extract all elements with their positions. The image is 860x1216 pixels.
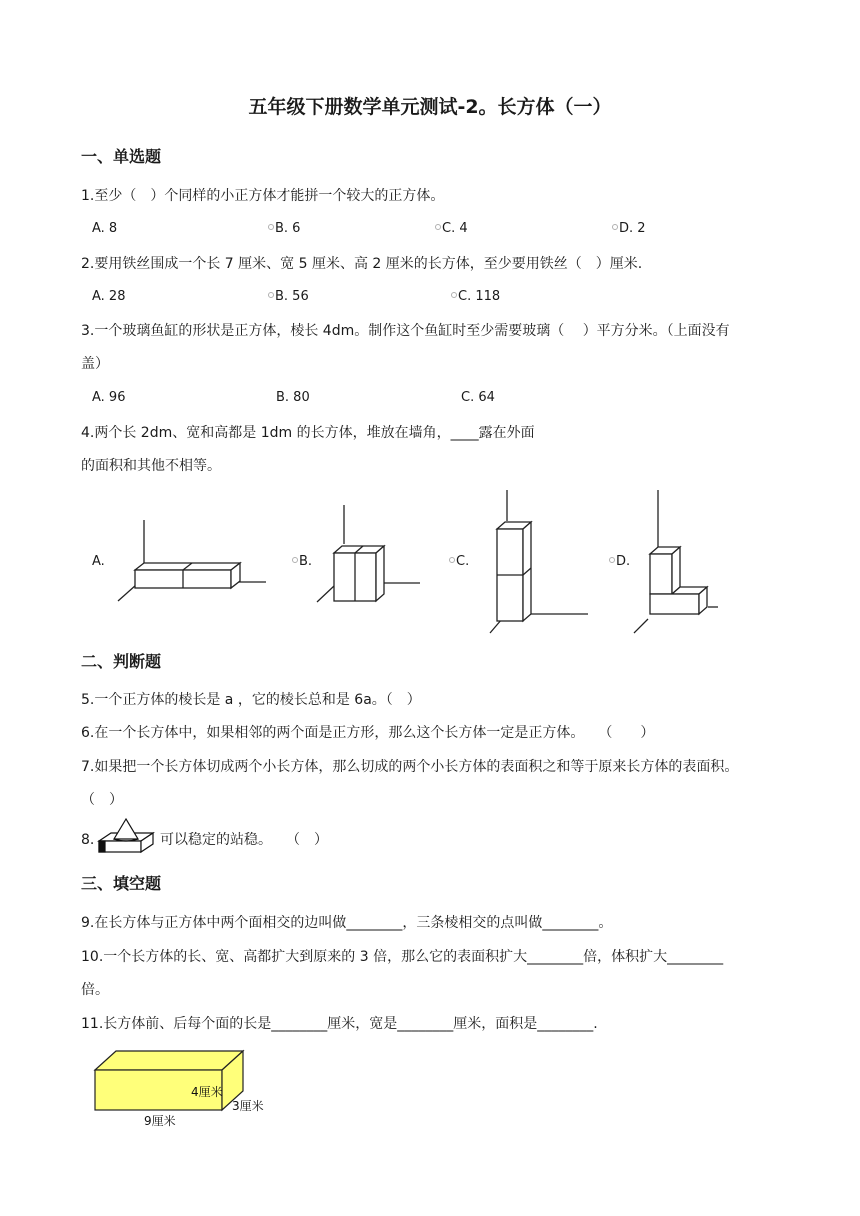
page-title: 五年级下册数学单元测试-2。长方体（一） [248,96,612,118]
question-3-option-b[interactable]: B. 80 [276,390,310,405]
question-9-text: 9.在长方体与正方体中两个面相交的边叫做________，三条棱相交的点叫做________。 [81,915,613,931]
question-3-text-line1: 3.一个玻璃鱼缸的形状是正方体，棱长 4dm。制作这个鱼缸时至少需要玻璃（ ）平方分米。（上面没有 [81,323,730,339]
question-2-option-c[interactable]: C. 118 [451,289,500,304]
question-4-option-a[interactable]: A. [92,554,105,569]
bullet-icon [612,224,618,230]
question-6-text: 6.在一个长方体中，如果相邻的两个面是正方形，那么这个长方体一定是正方体。 （ ） [81,725,655,741]
question-5-text: 5.一个正方体的棱长是 a ，它的棱长总和是 6a。（ ） [81,692,421,708]
cuboid-depth-label: 3厘米 [232,1099,264,1113]
question-7-text-line1: 7.如果把一个长方体切成两个小长方体，那么切成的两个小长方体的表面积之和等于原来长方体的表面积。 [81,759,739,775]
question-1-option-d[interactable]: D. 2 [612,221,646,236]
question-4-option-b[interactable]: B. [292,554,312,569]
question-4-text-line2: 的面积和其他不相等。 [81,458,221,474]
cone-on-box-figure [95,818,157,858]
question-3-option-c[interactable]: C. 64 [461,390,495,405]
figure-option-a [110,515,270,607]
cuboid-figure [88,1048,278,1130]
bullet-icon [435,224,441,230]
question-8-text: 可以稳定的站稳。 （ ） [160,832,328,848]
question-2-option-b[interactable]: B. 56 [268,289,309,304]
cuboid-length-label: 9厘米 [144,1114,176,1128]
question-10-text-line1: 10.一个长方体的长、宽、高都扩大到原来的 3 倍，那么它的表面积扩大________倍，体积扩大________ [81,949,724,965]
question-10-text-line2: 倍。 [81,982,109,998]
question-4-option-d[interactable]: D. [609,554,630,569]
figure-option-b [312,500,422,610]
section-heading-true-false: 二、判断题 [81,652,162,671]
figure-option-c [502,487,602,637]
question-2-option-a[interactable]: A. 28 [92,289,126,304]
figure-option-d [630,487,730,637]
question-3-text-line2: 盖） [81,356,109,372]
question-1-option-c[interactable]: C. 4 [435,221,468,236]
bullet-icon [451,292,457,298]
bullet-icon [268,292,274,298]
cuboid-height-label: 4厘米 [191,1085,223,1099]
bullet-icon [292,557,298,563]
question-4-option-c[interactable]: C. [449,554,469,569]
bullet-icon [449,557,455,563]
bullet-icon [268,224,274,230]
question-2-text: 2.要用铁丝围成一个长 7 厘米、宽 5 厘米、高 2 厘米的长方体，至少要用铁丝（ ）厘米. [81,256,643,272]
bullet-icon [609,557,615,563]
question-3-option-a[interactable]: A. 96 [92,390,126,405]
section-heading-fill-blank: 三、填空题 [81,874,162,893]
question-1-text: 1.至少（ ）个同样的小正方体才能拼一个较大的正方体。 [81,188,445,204]
question-1-option-a[interactable]: A. 8 [92,221,118,236]
question-4-text-line1: 4.两个长 2dm、宽和高都是 1dm 的长方体，堆放在墙角，____露在外面 [81,425,535,441]
section-heading-single-choice: 一、单选题 [81,147,162,166]
question-11-text: 11.长方体前、后每个面的长是________厘米，宽是________厘米，面积是________. [81,1016,598,1032]
question-7-text-line2: （ ） [81,792,123,808]
question-1-option-b[interactable]: B. 6 [268,221,300,236]
question-8-prefix: 8. [81,832,95,848]
